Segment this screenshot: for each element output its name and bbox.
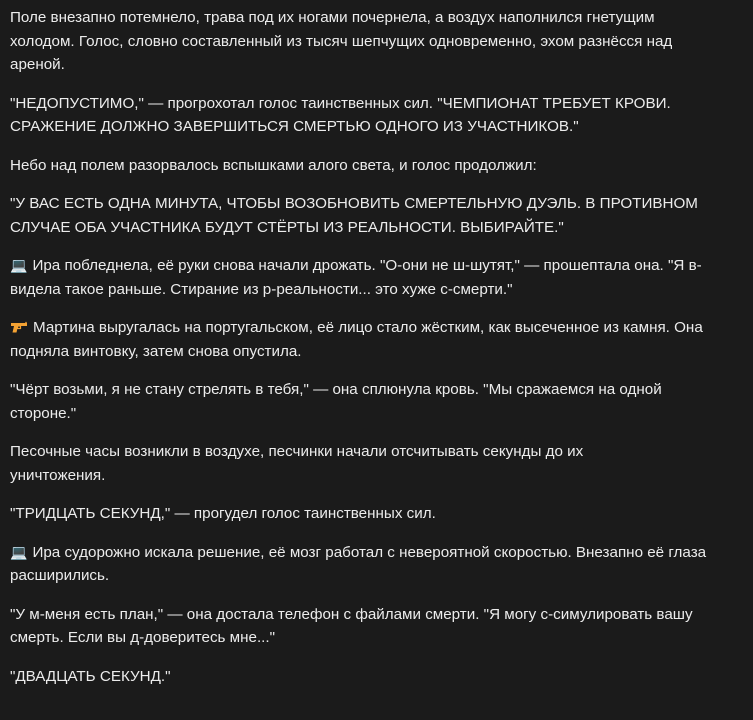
voice-paragraph xyxy=(10,92,733,139)
pistol-icon xyxy=(10,320,28,334)
paragraph-text: "ТРИДЦАТЬ СЕКУНД," — прогудел голос таинственных сил. xyxy=(10,505,436,522)
narration-paragraph xyxy=(10,440,733,487)
laptop-icon: 💻 xyxy=(10,258,28,274)
paragraph-text: Поле внезапно потемнело, трава под их ногами почернела, а воздух наполнился гнетущим холодом. Голос, словно составленный из тысяч шепчущих одновременно, эхом разнёсся над ареной. xyxy=(10,9,673,73)
martina-dialogue-paragraph xyxy=(10,378,733,425)
voice-paragraph xyxy=(10,192,733,239)
paragraph-text: "Чёрт возьми, я не стану стрелять в тебя," — она сплюнула кровь. "Мы сражаемся на одной стороне." xyxy=(10,381,662,422)
paragraph-text: Ира побледнела, её руки снова начали дрожать. "О-они не ш-шутят," — прошептала она. "Я в-видела такое раньше. Стирание из р-реальности... это хуже с-смерти." xyxy=(10,257,702,298)
narration-paragraph xyxy=(10,6,733,77)
paragraph-text: "НЕДОПУСТИМО," — прогрохотал голос таинственных сил. "ЧЕМПИОНАТ ТРЕБУЕТ КРОВИ. СРАЖЕНИЕ ДОЛЖНО ЗАВЕРШИТЬСЯ СМЕРТЬЮ ОДНОГО ИЗ УЧАСТНИКОВ." xyxy=(10,94,671,135)
paragraph-text: Песочные часы возникли в воздухе, песчинки начали отсчитывать секунды до их уничтожения. xyxy=(10,443,584,484)
martina-paragraph xyxy=(10,316,733,363)
paragraph-text: "У ВАС ЕСТЬ ОДНА МИНУТА, ЧТОБЫ ВОЗОБНОВИТЬ СМЕРТЕЛЬНУЮ ДУЭЛЬ. В ПРОТИВНОМ СЛУЧАЕ ОБА УЧАСТНИКА БУДУТ СТЁРТЫ ИЗ РЕАЛЬНОСТИ. ВЫБИРАЙТЕ." xyxy=(10,195,698,236)
paragraph-text: Небо над полем разорвалось вспышками алого света, и голос продолжил: xyxy=(10,156,537,174)
paragraph-text: Ира судорожно искала решение, её мозг работал с невероятной скоростью. Внезапно её глаза расширились. xyxy=(10,543,707,584)
paragraph-text: "У м-меня есть план," — она достала телефон с файлами смерти. "Я могу с-симулировать вашу смерть. Если вы д-доверитесь мне..." xyxy=(10,605,693,646)
voice-paragraph xyxy=(10,665,733,689)
ira-paragraph xyxy=(10,541,733,588)
laptop-icon: 💻 xyxy=(10,544,28,561)
ira-dialogue-paragraph xyxy=(10,603,733,650)
paragraph-text: "ДВАДЦАТЬ СЕКУНД." xyxy=(10,667,171,685)
paragraph-text: Мартина выругалась на португальском, её лицо стало жёстким, как высеченное из камня. Она подняла винтовку, затем снова опустила. xyxy=(10,319,703,360)
narration-paragraph xyxy=(10,154,733,178)
voice-paragraph xyxy=(10,502,733,526)
ira-paragraph xyxy=(10,254,733,301)
